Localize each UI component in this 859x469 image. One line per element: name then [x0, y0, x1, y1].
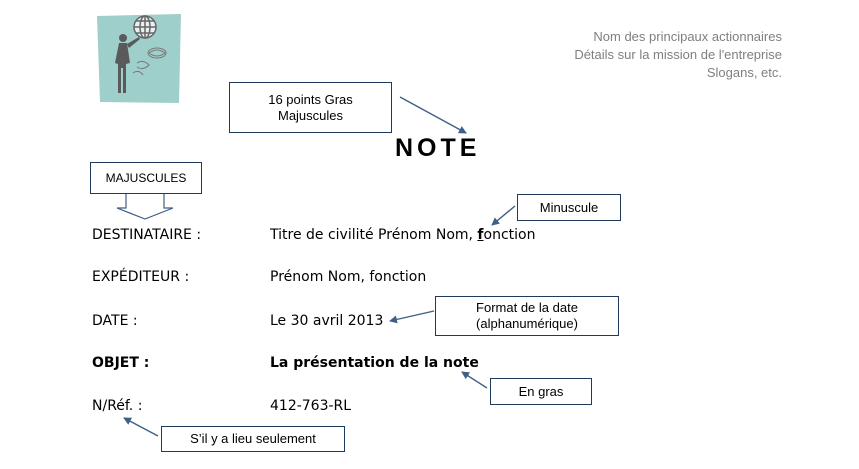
header-line-mission: Détails sur la mission de l'entreprise	[574, 47, 782, 62]
field-value-expediteur: Prénom Nom, fonction	[270, 269, 427, 285]
arrow-to-title	[400, 97, 466, 133]
callout-date-format-line2: (alphanumérique)	[476, 316, 578, 331]
destinataire-value-suffix: onction	[483, 227, 536, 243]
arrow-to-date	[390, 311, 434, 321]
callout-sil-y-a-lieu: S’il y a lieu seulement	[161, 426, 345, 452]
field-label-destinataire: DESTINATAIRE :	[92, 227, 202, 243]
document-title: NOTE	[395, 134, 481, 162]
arrow-to-minuscule	[492, 206, 515, 225]
callout-date-format-line1: Format de la date	[476, 300, 578, 315]
field-value-date: Le 30 avril 2013	[270, 313, 384, 329]
callout-majuscules: MAJUSCULES	[90, 162, 202, 194]
field-label-expediteur: EXPÉDITEUR :	[92, 269, 190, 285]
arrow-to-reference	[124, 418, 158, 436]
callout-minuscule: Minuscule	[517, 194, 621, 221]
arrow-to-objet	[462, 372, 487, 388]
callout-title-format-line1: 16 points Gras	[268, 91, 353, 107]
field-value-objet: La présentation de la note	[270, 355, 479, 371]
callout-title-format-line2: Majuscules	[277, 107, 344, 123]
field-label-date: DATE :	[92, 313, 138, 329]
field-value-reference: 412-763-RL	[270, 398, 352, 414]
field-label-objet: OBJET :	[92, 355, 150, 371]
field-label-reference: N/Réf. :	[92, 398, 143, 414]
callout-en-gras: En gras	[490, 378, 592, 405]
destinataire-value-highlight: f	[477, 227, 484, 243]
block-arrow-majuscules	[117, 194, 173, 219]
header-line-shareholders: Nom des principaux actionnaires	[593, 29, 782, 44]
header-line-slogans: Slogans, etc.	[706, 65, 782, 80]
destinataire-value-prefix: Titre de civilité Prénom Nom,	[270, 227, 478, 243]
